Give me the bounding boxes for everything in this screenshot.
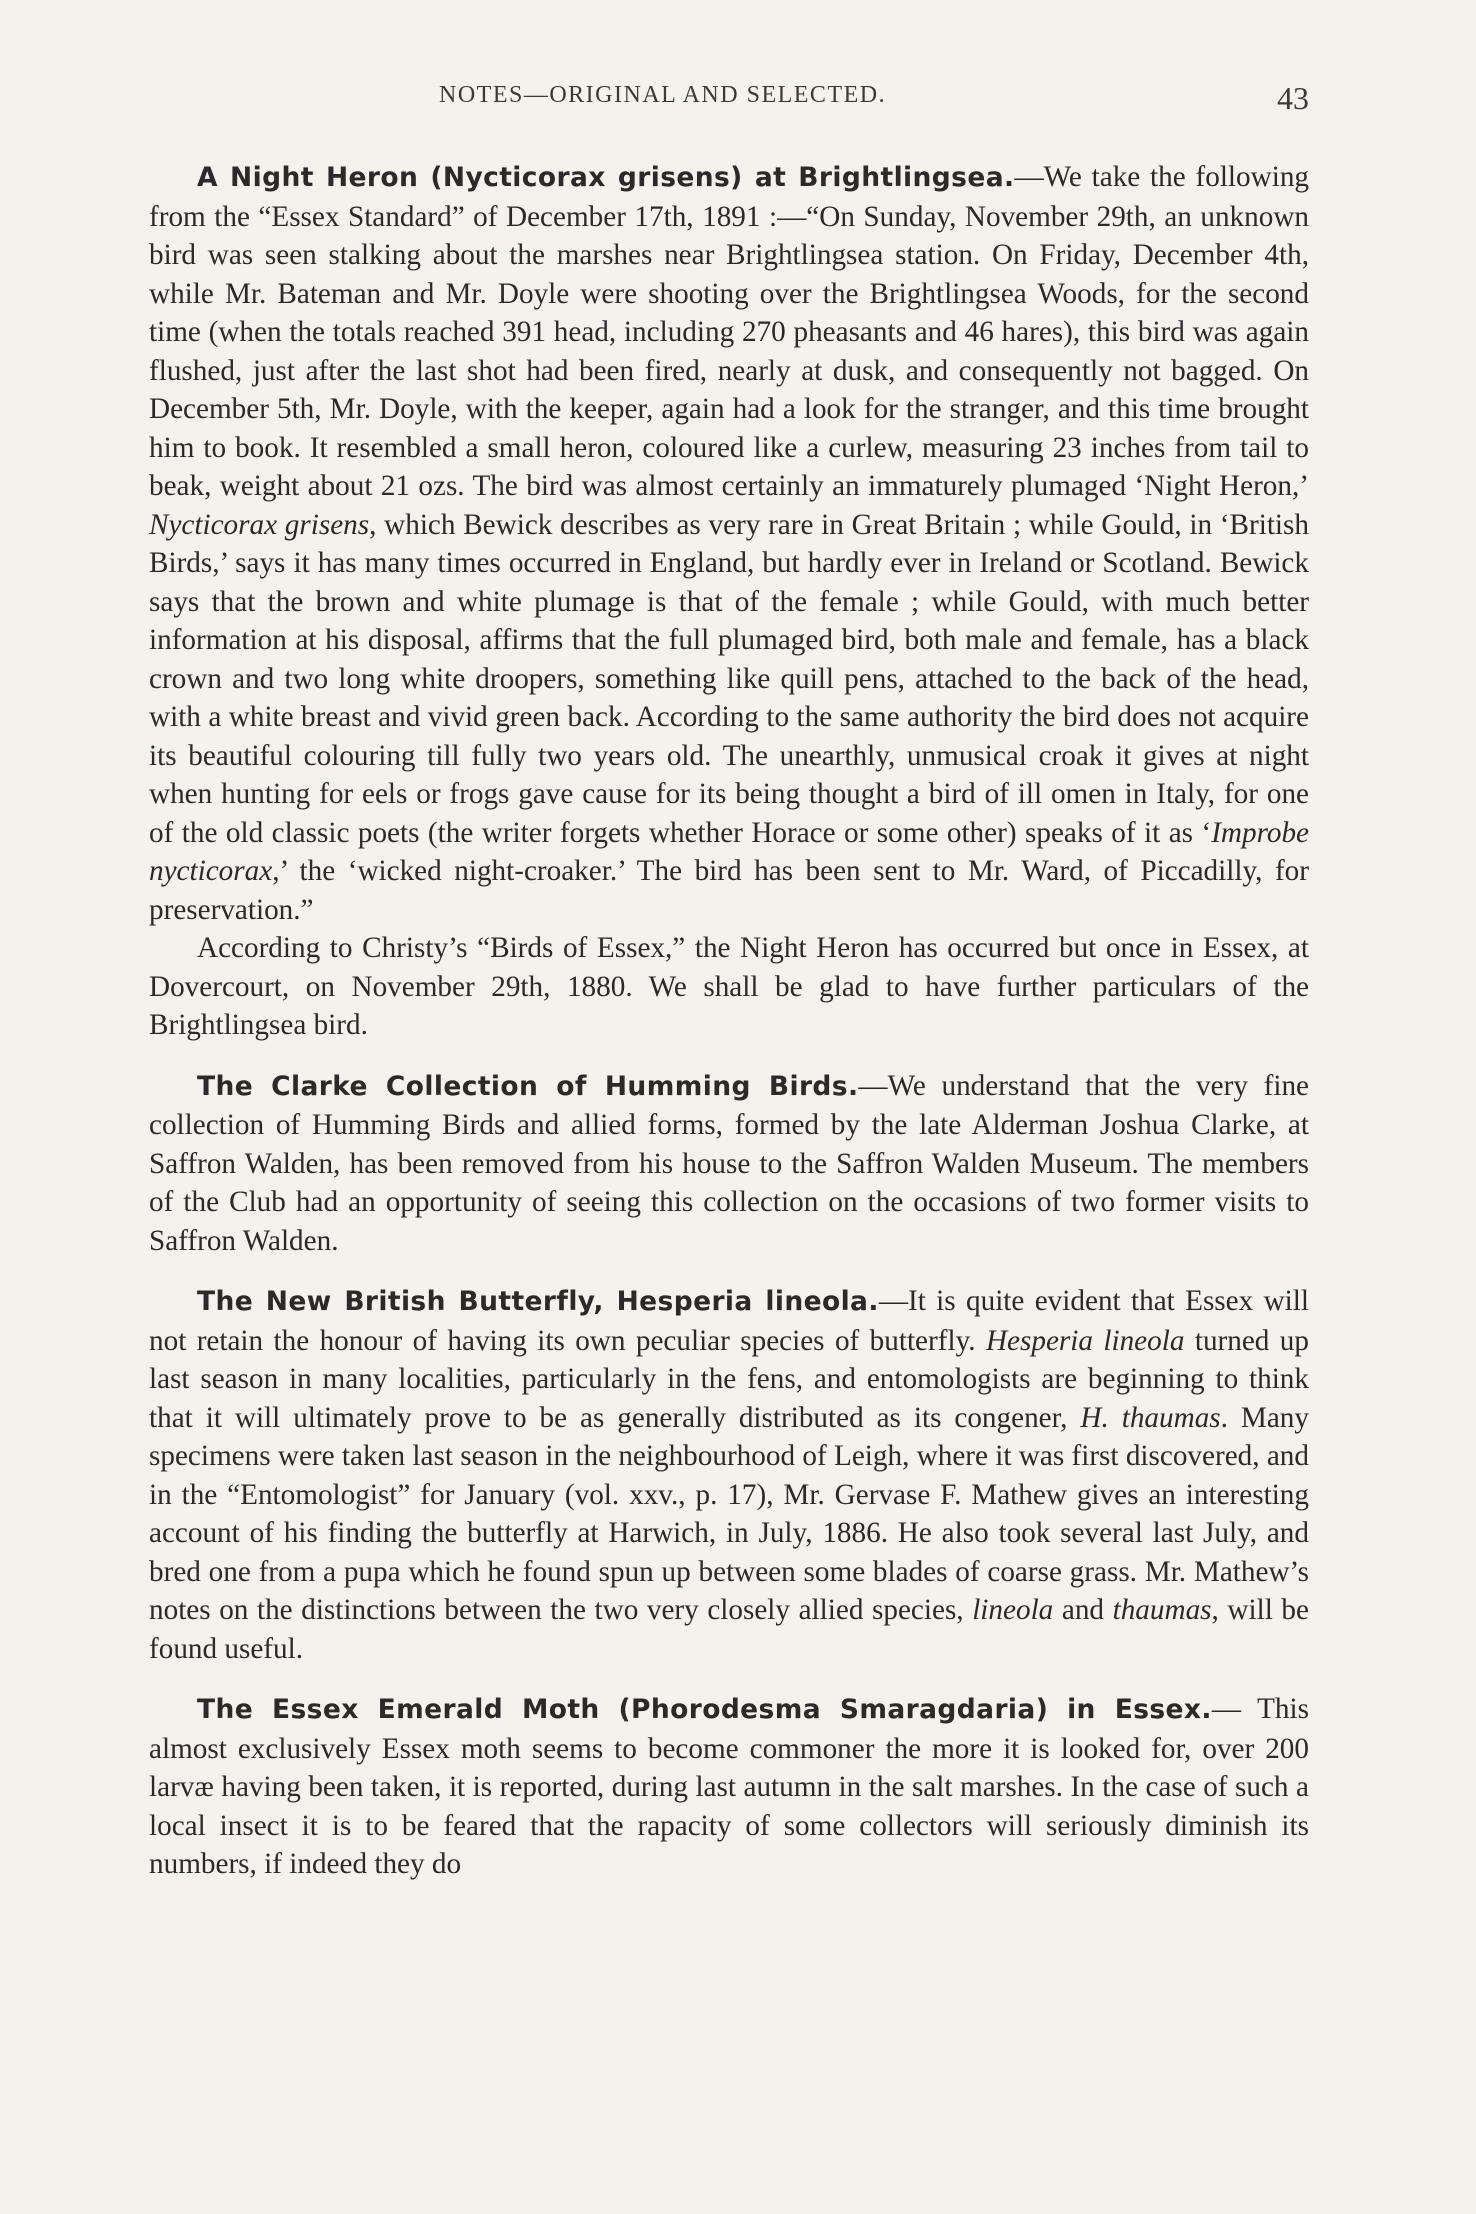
body-text: According to Christy’s “Birds of Essex,” the Night Heron has occurred but once in Essex, at Dovercourt, on November 29th, 1880. We shall be glad to have further particulars of the Brightlingsea bird. xyxy=(149,932,1309,1041)
article-heading: The Clarke Collection of Humming Birds. xyxy=(197,1070,859,1102)
italic-text: Improbe nycticorax xyxy=(149,816,1309,887)
body-text: ,’ the ‘wicked night-croaker.’ The bird has been sent to Mr. Ward, of Piccadilly, for preservation.” xyxy=(149,855,1309,926)
article-paragraph xyxy=(149,929,1309,1045)
italic-text: thaumas xyxy=(1112,1594,1212,1626)
body-text: —We take the following from the “Essex Standard” of December 17th, 1891 :—“On Sunday, November 29th, an unknown bird was seen stalking about the marshes near Brightlingsea station. On Friday, December 4th, while Mr. Bateman and Mr. Doyle were shooting over the Brightlingsea Woods, for the second time (when the totals reached 391 head, including 270 pheasants and 46 hares), this bird was again flushed, just after the last shot had been fired, nearly at dusk, and consequently not bagged. On December 5th, Mr. Doyle, with the keeper, again had a look for the stranger, and this time brought him to book. It resembled a small heron, coloured like a curlew, measuring 23 inches from tail to beak, weight about 21 ozs. The bird was almost certainly an immaturely plumaged ‘Night Heron,’ xyxy=(149,161,1310,502)
article-1 xyxy=(149,158,1309,1045)
body-text: — This almost exclusively Essex moth seems to become commoner the more it is looked for, over 200 larvæ having been taken, it is reported, during last autumn in the salt marshes. In the case of such a local insect it is to be feared that the rapacity of some collectors will seriously diminish its numbers, if indeed they do xyxy=(149,1693,1309,1880)
body-text: , will be found useful. xyxy=(149,1594,1309,1665)
italic-text: Hesperia lineola xyxy=(985,1324,1185,1357)
article-3 xyxy=(149,1282,1309,1668)
page-body xyxy=(149,158,1309,1884)
book-page xyxy=(149,72,1309,2192)
article-paragraph xyxy=(149,1067,1309,1261)
running-title: NOTES—ORIGINAL AND SELECTED. xyxy=(439,82,887,108)
article-paragraph xyxy=(149,158,1309,929)
italic-text: H. thaumas xyxy=(1080,1401,1221,1434)
italic-text: Nycticorax grisens xyxy=(149,508,370,541)
running-head xyxy=(149,72,1309,128)
italic-text: lineola xyxy=(972,1594,1054,1626)
body-text: , which Bewick describes as very rare in Great Britain ; while Gould, in ‘British Birds,’ says it has many times occurred in England, but hardly ever in Ireland or Scotland. Bewick says that the brown and white plumage is that of the female ; while Gould, with much better information at his disposal, affirms that the full plumaged bird, both male and female, has a black crown and two long white droopers, something like quill pens, attached to the back of the head, with a white breast and vivid green back. According to the same authority the bird does not acquire its beautiful colouring till fully two years old. The unearthly, unmusical croak it gives at night when hunting for eels or frogs gave cause for its being thought a bird of ill omen in Italy, for one of the old classic poets (the writer forgets whether Horace or some other) speaks of it as ‘ xyxy=(149,508,1309,849)
article-heading: The Essex Emerald Moth (Phorodesma Smaragdaria) in Essex. xyxy=(197,1694,1212,1725)
article-2 xyxy=(149,1067,1309,1261)
article-paragraph xyxy=(149,1690,1309,1884)
article-4 xyxy=(149,1690,1309,1884)
article-heading: A Night Heron (Nycticorax grisens) at Brightlingsea. xyxy=(197,162,1015,193)
article-heading: The New British Butterfly, Hesperia lineola. xyxy=(197,1286,879,1317)
body-text: —We understand that the very fine collection of Humming Birds and allied forms, formed by the late Alderman Joshua Clarke, at Saffron Walden, has been removed from his house to the Saffron Walden Museum. The members of the Club had an opportunity of seeing this collection on the occasions of two former visits to Saffron Walden. xyxy=(149,1069,1309,1257)
body-text: and xyxy=(1053,1594,1113,1626)
body-text: turned up last season in many localities, particularly in the fens, and entomologists are beginning to think that it will ultimately prove to be as generally distributed as its congener, xyxy=(149,1324,1309,1434)
page-number: 43 xyxy=(1277,80,1309,116)
article-paragraph xyxy=(149,1282,1309,1668)
body-text: —It is quite evident that Essex will not retain the honour of having its own peculiar species of butterfly. xyxy=(149,1285,1309,1357)
body-text: . Many specimens were taken last season in the neighbourhood of Leigh, where it was first discovered, and in the “Entomologist” for January (vol. xxv., p. 17), Mr. Gervase F. Mathew gives an interesting account of his finding the butterfly at Harwich, in July, 1886. He also took several last July, and bred one from a pupa which he found spun up between some blades of coarse grass. Mr. Mathew’s notes on the distinctions between the two very closely allied species, xyxy=(149,1401,1309,1626)
